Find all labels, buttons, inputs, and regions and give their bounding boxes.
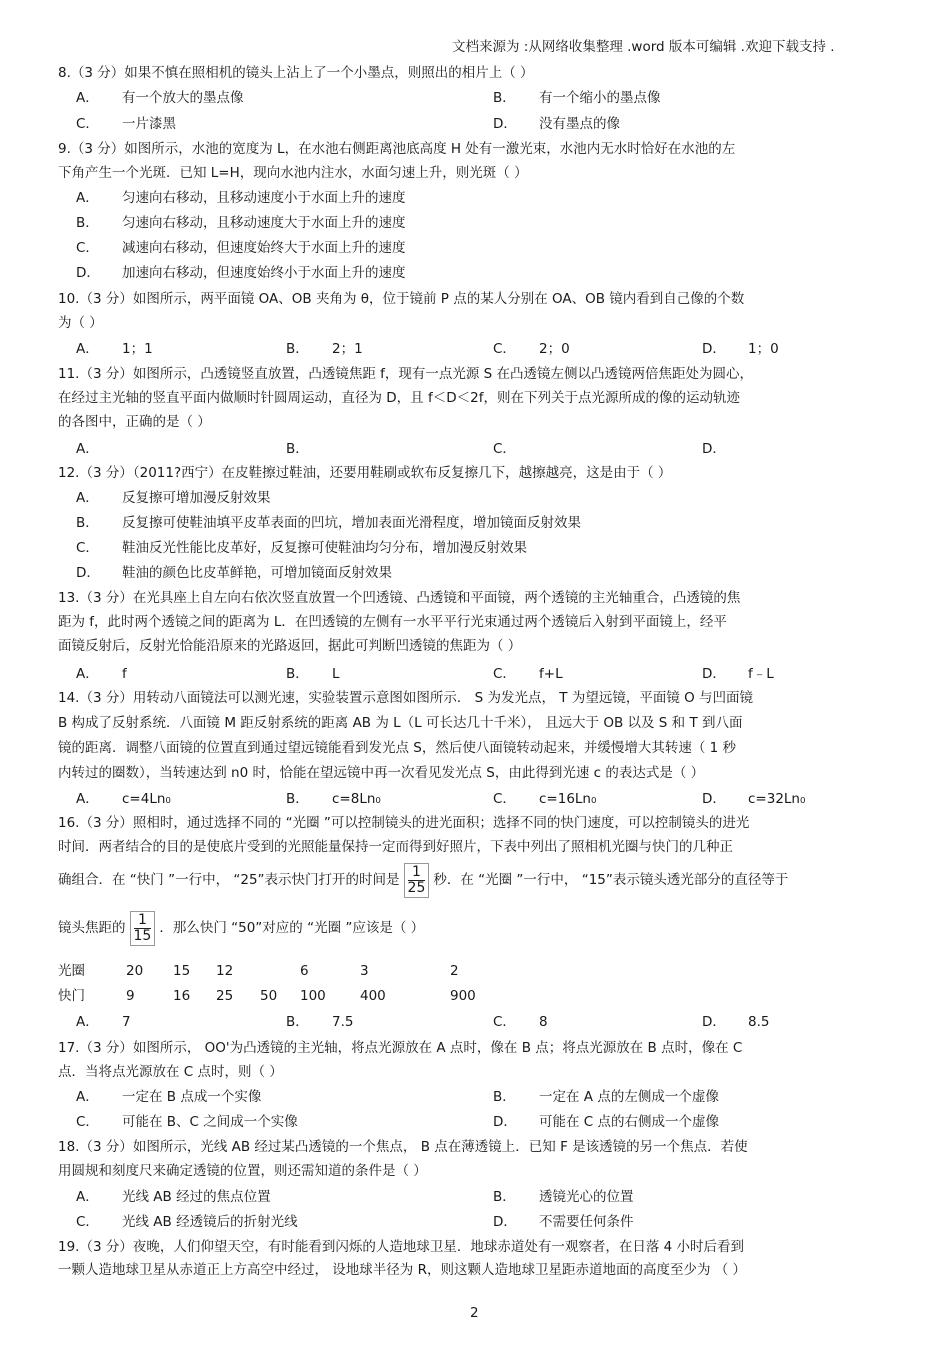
- q8-option-b: B． 有一个缩小的墨点像: [493, 90, 661, 106]
- q9-option-b: B． 匀速向右移动，且移动速度大于水面上升的速度: [76, 215, 406, 231]
- table-cell: 16: [173, 988, 191, 1004]
- table-cell: 400: [360, 988, 386, 1004]
- q13-stem-line3: 面镜反射后，反射光恰能沿原来的光路返回，据此可判断凹透镜的焦距为（ ）: [58, 638, 522, 654]
- q11-stem-line1: 11.（3 分）如图所示，凸透镜竖直放置，凸透镜焦距 f，现有一点光源 S 在凸透镜左侧以凸透镜两倍焦距处为圆心，: [58, 366, 754, 382]
- q9-option-c: C． 减速向右移动，但速度始终大于水面上升的速度: [76, 240, 406, 256]
- q8-option-c: C． 一片漆黑: [76, 116, 176, 132]
- fraction-1-25: $\frac{1}{25}$: [404, 863, 430, 898]
- table-row-label-shutter: 快门: [58, 988, 85, 1004]
- q16-option-a: A． 7: [76, 1014, 131, 1030]
- fraction-1-15: $\frac{1}{15}$: [130, 911, 156, 946]
- q9-option-a: A． 匀速向右移动，且移动速度小于水面上升的速度: [76, 190, 406, 206]
- q14-option-d: D． c=32Ln₀: [702, 791, 806, 807]
- table-cell: 20: [126, 963, 144, 979]
- q14-stem-line3: 镜的距离．调整八面镜的位置直到通过望远镜能看到发光点 S，然后使八面镜转动起来，并缓慢增大其转速（ 1 秒: [58, 740, 737, 756]
- table-cell: 12: [216, 963, 234, 979]
- q8-option-d: D． 没有墨点的像: [493, 116, 620, 132]
- q11-option-c: C．: [493, 441, 516, 457]
- q16-option-d: D． 8.5: [702, 1014, 770, 1030]
- q12-option-d: D． 鞋油的颜色比皮革鲜艳，可增加镜面反射效果: [76, 565, 392, 581]
- q10-option-a: A． 1；1: [76, 341, 153, 357]
- q17-option-a: A． 一定在 B 点成一个实像: [76, 1089, 262, 1105]
- q16-option-c: C． 8: [493, 1014, 548, 1030]
- q18-option-c: C． 光线 AB 经透镜后的折射光线: [76, 1214, 298, 1230]
- q17-option-b: B． 一定在 A 点的左侧成一个虚像: [493, 1089, 719, 1105]
- q13-option-b: B． L: [286, 666, 340, 682]
- q17-option-d: D． 可能在 C 点的右侧成一个虚像: [493, 1114, 720, 1130]
- q14-stem-line2: B 构成了反射系统．八面镜 M 距反射系统的距离 AB 为 L（L 可长达几十千米）， 且远大于 OB 以及 S 和 T 到八面: [58, 715, 743, 731]
- q16-stem-line4: 镜头焦距的 $\frac{1}{15}$ ．那么快门 “50”对应的 “光圈 ”应该是（ ）: [58, 911, 425, 944]
- q14-stem-line1: 14.（3 分）用转动八面镜法可以测光速，实验装置示意图如图所示． S 为发光点， T 为望远镜，平面镜 O 与凹面镜: [58, 690, 754, 706]
- q17-stem-line2: 点．当将点光源放在 C 点时，则（ ）: [58, 1064, 283, 1080]
- q16-stem-line3: 确组合．在 “快门 ”一行中， “25”表示快门打开的时间是 $\frac{1}{25}$ 秒．在 “光圈 ”一行中， “15”表示镜头透光部分的直径等于: [58, 863, 789, 896]
- table-cell: 100: [300, 988, 326, 1004]
- table-cell: 6: [300, 963, 309, 979]
- page-header: 文档来源为 :从网络收集整理 .word 版本可编辑 .欢迎下载支持 .: [452, 39, 835, 55]
- q13-stem-line1: 13.（3 分）在光具座上自左向右依次竖直放置一个凹透镜、凸透镜和平面镜，两个透镜的主光轴重合，凸透镜的焦: [58, 590, 741, 606]
- q18-stem-line1: 18.（3 分）如图所示，光线 AB 经过某凸透镜的一个焦点， B 点在薄透镜上．已知 F 是该透镜的另一个焦点．若使: [58, 1139, 748, 1155]
- q10-stem-line2: 为（ ）: [58, 315, 103, 331]
- q13-stem-line2: 距为 f，此时两个透镜之间的距离为 L．在凹透镜的左侧有一水平平行光束通过两个透镜后入射到平面镜上，经平: [58, 614, 727, 630]
- q16-stem-line1: 16.（3 分）照相时，通过选择不同的 “光圈 ”可以控制镜头的进光面积；选择不同的快门速度，可以控制镜头的进光: [58, 815, 750, 831]
- q10-option-b: B． 2；1: [286, 341, 363, 357]
- q14-option-c: C． c=16Ln₀: [493, 791, 597, 807]
- q14-option-b: B． c=8Ln₀: [286, 791, 381, 807]
- q12-option-c: C． 鞋油反光性能比皮革好，反复擦可使鞋油均匀分布，增加漫反射效果: [76, 540, 527, 556]
- q18-option-d: D． 不需要任何条件: [493, 1214, 634, 1230]
- q16-option-b: B． 7.5: [286, 1014, 354, 1030]
- table-cell: 15: [173, 963, 191, 979]
- table-cell: 25: [216, 988, 234, 1004]
- table-cell: 2: [450, 963, 459, 979]
- q12-stem: 12.（3 分）（2011?西宁）在皮鞋擦过鞋油，还要用鞋刷或软布反复擦几下，越擦越亮，这是由于（ ）: [58, 465, 672, 481]
- q10-option-d: D． 1；0: [702, 341, 779, 357]
- q12-option-b: B． 反复擦可使鞋油填平皮革表面的凹坑，增加表面光滑程度，增加镜面反射效果: [76, 515, 581, 531]
- q9-option-d: D． 加速向右移动，但速度始终小于水面上升的速度: [76, 265, 406, 281]
- q14-stem-line4: 内转过的圈数），当转速达到 n0 时，恰能在望远镜中再一次看见发光点 S，由此得到光速 c 的表达式是（ ）: [58, 765, 705, 781]
- q11-option-a: A．: [76, 441, 99, 457]
- q18-stem-line2: 用圆规和刻度尺来确定透镜的位置，则还需知道的条件是（ ）: [58, 1163, 427, 1179]
- q19-stem-line1: 19.（3 分）夜晚，人们仰望天空，有时能看到闪烁的人造地球卫星．地球赤道处有一观察者，在日落 4 小时后看到: [58, 1239, 745, 1255]
- table-cell: 50: [260, 988, 278, 1004]
- q13-option-a: A． f: [76, 666, 127, 682]
- q10-stem-line1: 10.（3 分）如图所示，两平面镜 OA、OB 夹角为 θ，位于镜前 P 点的某人分别在 OA、OB 镜内看到自己像的个数: [58, 291, 745, 307]
- q10-option-c: C． 2；0: [493, 341, 570, 357]
- q8-stem: 8.（3 分）如果不慎在照相机的镜头上沾上了一个小墨点，则照出的相片上（ ）: [58, 65, 534, 81]
- q13-option-c: C． f+L: [493, 666, 563, 682]
- q14-option-a: A． c=4Ln₀: [76, 791, 171, 807]
- q11-stem-line2: 在经过主光轴的竖直平面内做顺时针圆周运动，直径为 D，且 f＜D＜2f，则在下列关于点光源所成的像的运动轨迹: [58, 390, 740, 406]
- table-cell: 9: [126, 988, 135, 1004]
- q11-option-d: D．: [702, 441, 726, 457]
- table-row-label-aperture: 光圈: [58, 963, 85, 979]
- page-number: 2: [470, 1305, 479, 1321]
- q13-option-d: D． f﹣L: [702, 666, 774, 682]
- table-cell: 900: [450, 988, 476, 1004]
- table-cell: 3: [360, 963, 369, 979]
- q18-option-a: A． 光线 AB 经过的焦点位置: [76, 1189, 271, 1205]
- q8-option-a: A． 有一个放大的墨点像: [76, 90, 244, 106]
- q9-stem-line2: 下角产生一个光斑．已知 L=H，现向水池内注水，水面匀速上升，则光斑（ ）: [58, 165, 528, 181]
- q17-stem-line1: 17.（3 分）如图所示， OO'为凸透镜的主光轴，将点光源放在 A 点时，像在 B 点；将点光源放在 B 点时，像在 C: [58, 1040, 743, 1056]
- q9-stem-line1: 9.（3 分）如图所示，水池的宽度为 L，在水池右侧距离池底高度 H 处有一激光束，水池内无水时恰好在水池的左: [58, 141, 736, 157]
- q11-stem-line3: 的各图中，正确的是（ ）: [58, 414, 211, 430]
- q16-stem-line2: 时间．两者结合的目的是使底片受到的光照能量保持一定而得到好照片，下表中列出了照相机光圈与快门的几种正: [58, 839, 733, 855]
- q12-option-a: A． 反复擦可增加漫反射效果: [76, 490, 271, 506]
- q19-stem-line2: 一颗人造地球卫星从赤道正上方高空中经过， 设地球半径为 R，则这颗人造地球卫星距赤道地面的高度至少为 （ ）: [58, 1262, 747, 1278]
- q11-option-b: B．: [286, 441, 309, 457]
- q18-option-b: B． 透镜光心的位置: [493, 1189, 634, 1205]
- q17-option-c: C． 可能在 B、C 之间成一个实像: [76, 1114, 298, 1130]
